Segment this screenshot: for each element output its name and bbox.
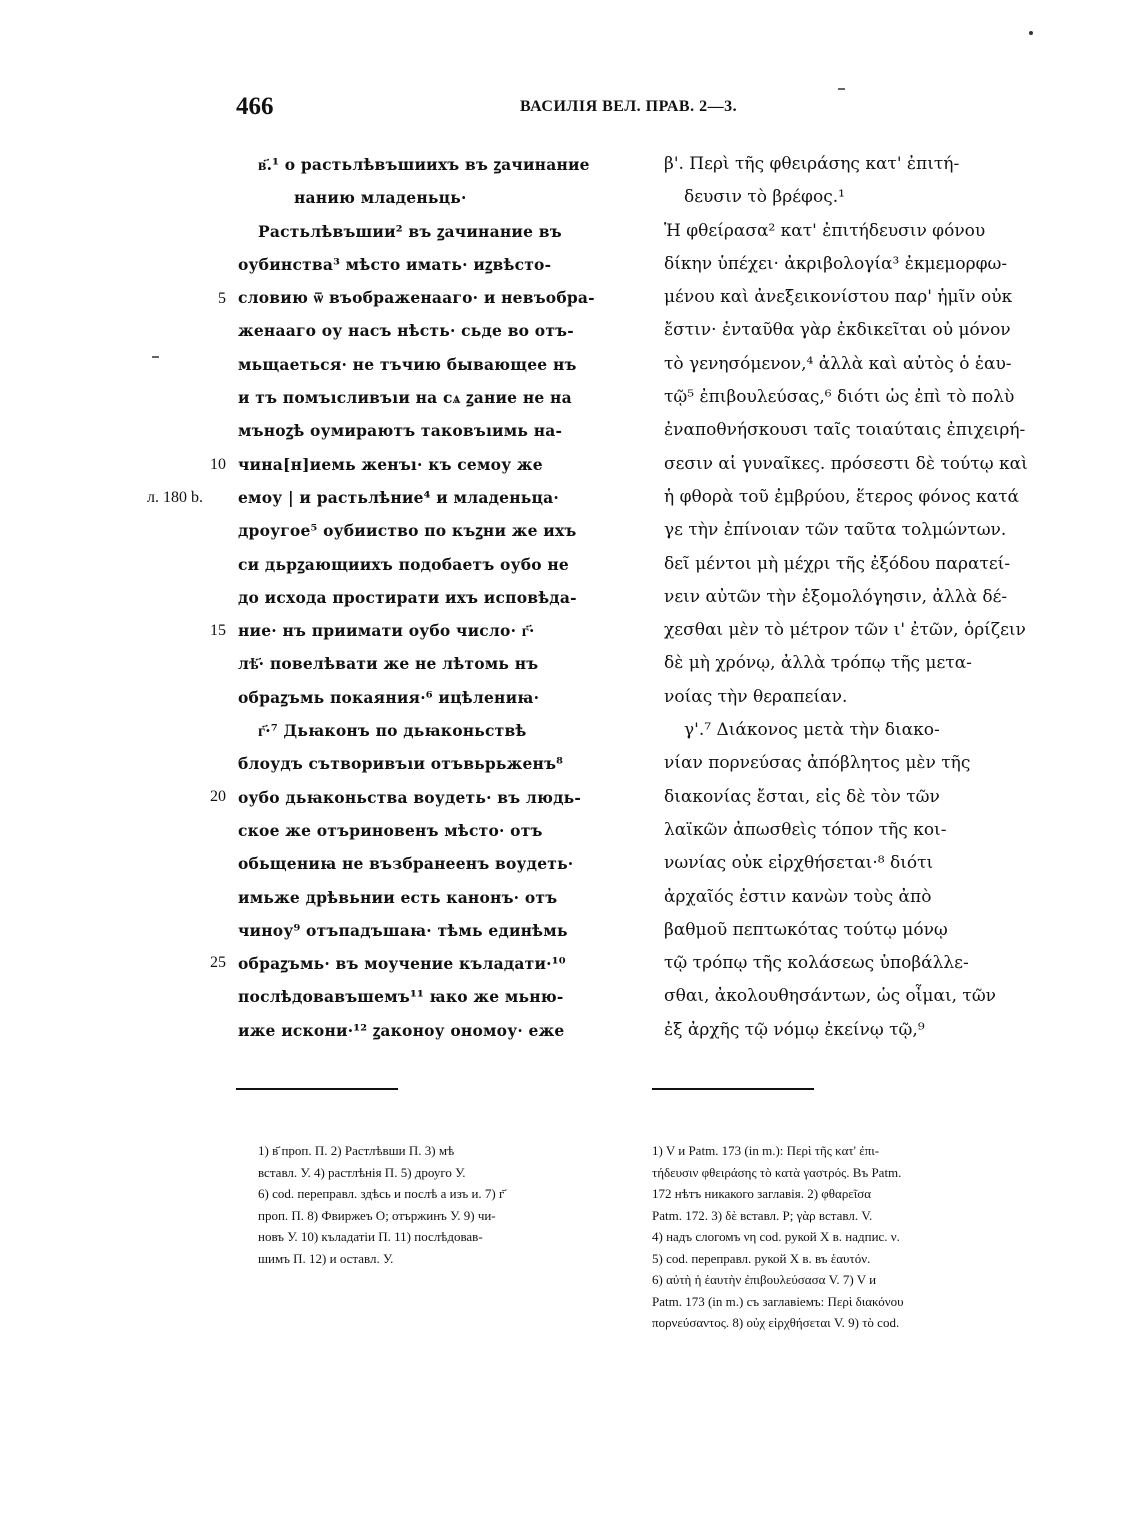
slavonic-line: чиноу⁹ отъпадъшаꙗ· тѣмь единѣмь	[238, 920, 568, 940]
greek-line: ἀρχαῖός ἐστιν κανὼν τοὺς ἀπὸ	[664, 886, 932, 907]
slavonic-line: ние· нъ приимати оубо число· г҃·	[238, 621, 535, 641]
slavonic-line: до исхода простирати ихъ исповѣда-	[238, 587, 577, 607]
greek-line: δεῖ μέντοι μὴ μέχρι τῆς ἐξόδου παρατεί-	[664, 553, 1011, 574]
greek-line: βαθμοῦ πεπτωκότας τούτῳ μόνῳ	[664, 919, 948, 940]
slavonic-line: емоу | и растьлѣние⁴ и младеньца·	[238, 487, 559, 507]
footnote-line: 172 нѣтъ никакого заглавія. 2) φθαρεῖσα	[652, 1186, 872, 1201]
slavonic-line: обраꙁъмь· въ моучение къладати·¹⁰	[238, 954, 566, 974]
footnote-line: 4) надъ слогомъ νη cod. рукой X в. надпис. ν.	[652, 1229, 900, 1244]
footnote-line: τήδευσιν φθειράσης τὸ κατὰ γαστρός. Въ Patm.	[652, 1164, 902, 1180]
greek-line: δὲ μὴ χρόνῳ, ἀλλὰ τρόπῳ τῆς μετα-	[664, 653, 972, 674]
line-number: 25	[210, 954, 226, 971]
slavonic-line: мъноꙁѣ оумираютъ таковъıимь на-	[238, 421, 563, 441]
greek-line: δευσιν τὸ βρέφος.¹	[684, 187, 845, 208]
slavonic-line: и тъ помъıсливъıи на сѧ ꙁание не на	[238, 388, 572, 408]
footnote-line: πορνεύσαντος. 8) οὐχ εἱρχθήσεται V. 9) τὸ cod.	[652, 1315, 900, 1330]
footnote-line: 5) cod. переправл. рукой X в. въ ἑαυτόν.	[652, 1250, 871, 1266]
slavonic-line: словию ѿ въображенааго· и невъобра-	[238, 288, 595, 308]
greek-line: Ἡ φθείρασα² κατ' ἐπιτήδευσιν φόνου	[664, 220, 986, 241]
greek-line: νοίας τὴν θεραπείαν.	[664, 686, 848, 707]
slavonic-line: оубо дьꙗконьства воудеть· въ людь-	[238, 787, 582, 807]
greek-line: δίκην ὑπέχει· ἀκριβολογία³ ἐκμεμορφω-	[664, 253, 1008, 274]
line-number: 15	[210, 622, 226, 639]
slavonic-line: нанию младеньць·	[294, 188, 467, 208]
slavonic-line: послѣдовавъшемъ¹¹ ꙗко же мьню-	[238, 987, 564, 1007]
footnote-rule-right	[652, 1088, 814, 1090]
greek-line: τῷ⁵ ἐπιβουλεύσας,⁶ διότι ὡς ἐπὶ τὸ πολὺ	[664, 387, 1015, 408]
greek-line: νίαν πορνεύσας ἀπόβλητος μὲν τῆς	[664, 753, 971, 774]
scan-mark	[838, 88, 845, 90]
slavonic-line: ское же отъриновенъ мѣсто· отъ	[238, 820, 543, 840]
slavonic-line	[238, 148, 628, 181]
line-number: 20	[210, 788, 226, 805]
slavonic-line: Растьлѣвъшии² въ ꙁачинание въ	[258, 221, 562, 241]
greek-line: διακονίας ἔσται, εἰς δὲ τὸν τῶν	[664, 786, 940, 807]
greek-line: σθαι, ἀκολουθησάντων, ὡς οἶμαι, τῶν	[664, 986, 997, 1007]
footnote-line: 1) V и Patm. 173 (in m.): Περὶ τῆς κατ' ἐπι-	[652, 1143, 880, 1158]
greek-line: μένου καὶ ἀνεξεικονίστου παρ' ἡμῖν οὐκ	[664, 287, 1013, 308]
greek-line: ἐναποθνήσκουσι ταῖς τοιαύταις ἐπιχειρή-	[664, 420, 1026, 441]
greek-column	[664, 148, 1044, 1047]
line-number: 10	[210, 456, 226, 473]
slavonic-line: дроугое⁵ оубииство по къꙁни же ихъ	[238, 521, 577, 541]
line-number: 5	[218, 290, 226, 307]
greek-line: νειν αὐτῶν τὴν ἐξομολόγησιν, ἀλλὰ δέ-	[664, 586, 1008, 607]
greek-line: ἡ φθορὰ τοῦ ἐμβρύου, ἕτερος φόνος κατά	[664, 486, 1020, 507]
page-number: 466	[236, 93, 274, 120]
footnote-line: Patm. 173 (in m.) съ заглавіемъ: Περὶ διακόνου	[652, 1293, 904, 1309]
greek-line: τῷ τρόπῳ τῆς κολάσεως ὑποβάλλε-	[664, 953, 969, 974]
footnote-line: новъ У. 10) къладатiи П. 11) послѣдовав-	[258, 1229, 483, 1244]
greek-line: ἔστιν· ἐνταῦθα γὰρ ἐκδικεῖται οὐ μόνον	[664, 320, 1011, 341]
slavonic-line: обьщениꙗ не възбранеенъ воудеть·	[238, 854, 574, 874]
greek-line: τὸ γενησόμενον,⁴ ἀλλὰ καὶ αὐτὸς ὁ ἑαυ-	[664, 353, 1012, 374]
margin-note: л. 180 b.	[147, 489, 203, 506]
slavonic-line: блоудъ сътворивъıи отъвьрьженъ⁸	[238, 754, 564, 774]
footnote-line: Patm. 172. 3) δὲ вставл. P; γὰρ вставл. V.	[652, 1207, 873, 1223]
footnote-line: 6) cod. перепpавл. здѣсь и послѣ а изъ и. 7) г҃	[258, 1186, 505, 1201]
slavonic-line: обраꙁъмь покаяния·⁶ ицѣлениꙗ·	[238, 687, 540, 707]
greek-line: σεσιν αἱ γυναῖκες. πρόσεστι δὲ τούτῳ καὶ	[664, 453, 1028, 474]
slavonic-line: мьщаеться· не тъчию бывающее нъ	[238, 354, 577, 374]
slavonic-line: лѣ҃· повелѣвати же не лѣтомь нъ	[238, 654, 539, 674]
slavonic-line: имьже дрѣвьнии есть канонъ· отъ	[238, 887, 558, 907]
slavonic-line: иже искони·¹² ꙁаконоу ономоу· еже	[238, 1020, 565, 1040]
footnote-line: вставл. У. 4) растлѣнія П. 5) дроуго У.	[258, 1164, 466, 1180]
slavonic-column	[238, 148, 628, 1047]
scan-mark	[152, 356, 159, 358]
greek-line: νωνίας οὐκ εἰρχθήσεται·⁸ διότι	[664, 853, 934, 874]
footnote-line: шимъ П. 12) и оставл. У.	[258, 1250, 394, 1266]
footnote-line: 6) αὐτὴ ἡ ἑαυτὴν ἐπιβουλεύσασα V. 7) V и	[652, 1272, 877, 1287]
greek-line: β'. Περὶ τῆς φθειράσης κατ' ἐπιτή-	[664, 154, 960, 174]
scan-mark	[1029, 31, 1033, 35]
slavonic-line: оубинства³ мѣсто имать· иꙁвѣсто-	[238, 254, 552, 274]
footnote-rule-left	[236, 1088, 398, 1090]
greek-line: γε τὴν ἐπίνοιαν τῶν ταῦτα τολμώντων.	[664, 520, 1007, 541]
running-title: ВАСИЛІЯ ВЕЛ. ПРАВ. 2—3.	[520, 98, 738, 115]
footnote-line: проп. П. 8) Фвиржеъ О; отържинъ У. 9) чи-	[258, 1207, 496, 1223]
slavonic-line: си дьрꙁающиихъ подобаетъ оубо не	[238, 554, 569, 574]
footnotes-left	[258, 1140, 630, 1269]
greek-line: ἐξ ἀρχῆς τῷ νόμῳ ἐκείνῳ τῷ,⁹	[664, 1019, 925, 1040]
greek-line: γ'.⁷ Διάκονος μετὰ τὴν διακο-	[684, 720, 940, 741]
footnote-line: 1) в҃ проп. П. 2) Растлѣвши П. 3) мѣ	[258, 1143, 455, 1158]
footnotes-right	[652, 1140, 1048, 1334]
greek-line: χεσθαι μὲν τὸ μέτρον τῶν ι' ἐτῶν, ὁρίζειν	[664, 620, 1026, 641]
slavonic-line: чина[н]иемь женъı· къ семоу же	[238, 454, 543, 474]
slavonic-line: г҃·⁷ Дьꙗконъ по дьꙗконьствѣ	[258, 721, 527, 741]
section-heading: в҃.¹ о растьлѣвъшиихъ въ ꙁачинание	[258, 155, 590, 174]
slavonic-line: женааго оу насъ нѣсть· сьде во отъ-	[238, 321, 574, 341]
greek-line: λαϊκῶν ἀπωσθεὶς τόπον τῆς κοι-	[664, 819, 947, 840]
